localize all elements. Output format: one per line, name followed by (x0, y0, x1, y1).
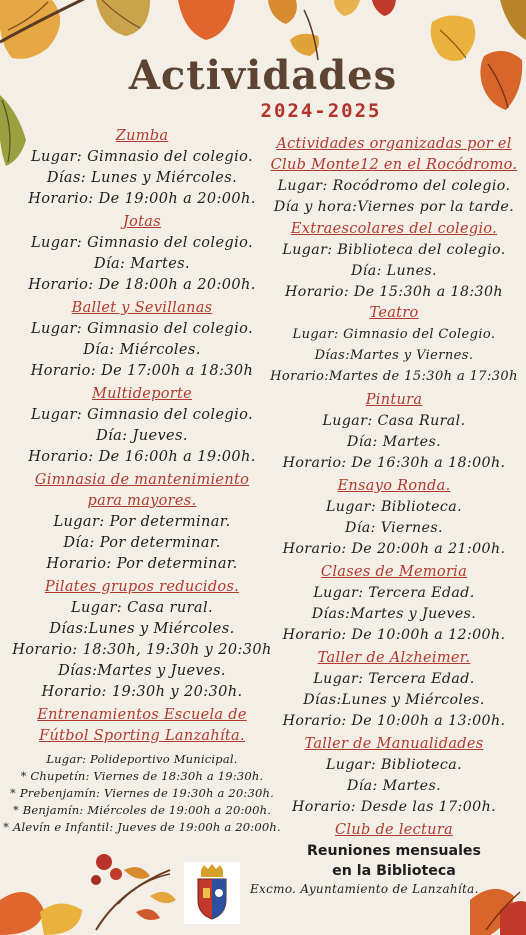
activity-days: Día: Miércoles. (83, 342, 201, 358)
activity-extraescolares (262, 219, 526, 303)
activity-title: Actividades organizadas por el Club Monte12 en el Rocódromo. (270, 136, 518, 173)
activity-days: Días:Lunes y Miércoles. (303, 692, 485, 708)
activity-place: Lugar: Tercera Edad. (313, 585, 475, 601)
activity-schedule: Horario: Desde las 17:00h. (291, 799, 497, 815)
activity-title: Entrenamientos Escuela de Fútbol Sporting Lanzahíta. (37, 707, 247, 744)
activity-title: Taller de Alzheimer. (317, 650, 471, 666)
activity-place: Lugar: Rocódromo del colegio. (277, 178, 511, 194)
activity-days: Día: Viernes. (345, 520, 443, 536)
activity-schedule: Horario: De 16:00h a 19:00h. (28, 449, 256, 465)
activity-title: Pilates grupos reducidos. (44, 579, 240, 595)
activity-place: Lugar: Tercera Edad. (313, 671, 475, 687)
activity-place: Lugar: Gimnasio del colegio. (30, 407, 254, 423)
schedule-line: * Chupetín: Viernes de 18:30h a 19:30h. (20, 769, 264, 783)
activity-pilates (0, 577, 284, 703)
activity-jotas (0, 212, 284, 296)
activity-days: Días:Martes y Jueves. (311, 606, 477, 622)
activity-pintura (262, 390, 526, 474)
activity-days: Días:Martes y Jueves. (58, 663, 226, 679)
activity-place: Lugar: Casa Rural. (322, 413, 466, 429)
activity-title: Jotas (123, 214, 161, 230)
activity-rocodromo (262, 134, 526, 218)
activity-schedule: Horario: 19:30h y 20:30h. (41, 684, 243, 700)
footer-text: Excmo. Ayuntamiento de Lanzahíta. (250, 882, 479, 896)
school-year: 2024-2025 (260, 100, 382, 122)
activity-schedule: Horario: De 10:00h a 12:00h. (282, 627, 506, 643)
activity-place: Lugar: Biblioteca. (325, 499, 463, 515)
activity-days: Días:Martes y Viernes. (314, 348, 474, 363)
activity-schedule: Horario:Martes de 15:30h a 17:30h (270, 369, 518, 384)
leaf-icon (0, 0, 60, 59)
activity-schedule: Horario: De 17:00h a 18:30h (30, 363, 254, 379)
activity-schedule: Horario: 18:30h, 19:30h y 20:30h (12, 642, 272, 658)
activity-title: Gimnasia de mantenimiento para mayores. (34, 472, 250, 509)
schedule-line: * Benjamín: Miércoles de 19:00h a 20:00h. (12, 803, 272, 817)
activity-schedule: Horario: De 19:00h a 20:00h. (28, 191, 256, 207)
activity-place: Lugar: Gimnasio del colegio. (30, 149, 254, 165)
activity-title: Pintura (365, 392, 423, 408)
activity-schedule: Horario: De 16:30h a 18:00h. (282, 455, 506, 471)
activity-teatro (262, 303, 526, 387)
activity-manualidades (262, 734, 526, 818)
activity-memoria (262, 562, 526, 646)
activity-days: Día: Lunes. (351, 263, 437, 279)
activity-title: Ensayo Ronda. (337, 478, 451, 494)
activity-title: Teatro (369, 305, 419, 321)
activity-note: Reuniones mensuales (306, 843, 482, 859)
activity-place: Lugar: Biblioteca. (325, 757, 463, 773)
activity-alzheimer (262, 648, 526, 732)
activity-ballet (0, 298, 284, 382)
activity-place: Lugar: Casa rural. (70, 600, 214, 616)
activity-multideporte (0, 384, 284, 468)
activity-title: Ballet y Sevillanas (71, 300, 213, 316)
activity-title: Multideporte (91, 386, 193, 402)
activity-place: Lugar: Gimnasio del colegio. (30, 321, 254, 337)
activity-zumba (0, 126, 284, 210)
activity-days: Día: Martes. (346, 778, 442, 794)
activity-place: Lugar: Gimnasio del colegio. (30, 235, 254, 251)
activity-days: Día: Por determinar. (63, 535, 221, 551)
activity-place: Lugar: Por determinar. (53, 514, 231, 530)
activity-title: Extraescolares del colegio. (290, 221, 498, 237)
schedule-line: * Alevín e Infantil: Jueves de 19:00h a 20:00h. (3, 820, 281, 834)
activity-title: Club de lectura (334, 822, 453, 838)
right-column (262, 134, 526, 881)
activity-gimnasia (0, 470, 284, 575)
activity-ronda (262, 476, 526, 560)
activity-schedule: Horario: De 20:00h a 21:00h. (282, 541, 506, 557)
activity-schedule: Horario: De 15:30h a 18:30h (285, 284, 503, 300)
activity-days: Día: Jueves. (96, 428, 188, 444)
activity-note: en la Biblioteca (332, 863, 456, 879)
activity-place: Lugar: Biblioteca del colegio. (282, 242, 506, 258)
activity-days: Día: Martes. (346, 434, 442, 450)
activity-place: Lugar: Polideportivo Municipal. (46, 752, 238, 766)
page-title: Actividades (128, 52, 398, 99)
activity-schedule: Horario: Por determinar. (46, 556, 238, 572)
activity-title: Clases de Memoria (320, 564, 468, 580)
activity-days: Días:Lunes y Miércoles. (49, 621, 235, 637)
activity-days: Día y hora:Viernes por la tarde. (273, 199, 515, 215)
activity-schedule: Horario: De 18:00h a 20:00h. (28, 277, 256, 293)
coat-of-arms-icon (184, 862, 240, 924)
left-column (0, 126, 284, 836)
activity-title: Zumba (115, 128, 169, 144)
activity-place: Lugar: Gimnasio del Colegio. (292, 327, 496, 342)
activity-title: Taller de Manualidades (304, 736, 484, 752)
schedule-line: * Prebenjamín: Viernes de 19:30h a 20:30h. (10, 786, 274, 800)
activity-days: Días: Lunes y Miércoles. (46, 170, 238, 186)
activity-schedule: Horario: De 10:00h a 13:00h. (282, 713, 506, 729)
activity-club-lectura (262, 820, 526, 881)
activity-days: Día: Martes. (93, 256, 191, 272)
activity-futbol (0, 705, 284, 836)
municipal-crest (184, 862, 240, 924)
